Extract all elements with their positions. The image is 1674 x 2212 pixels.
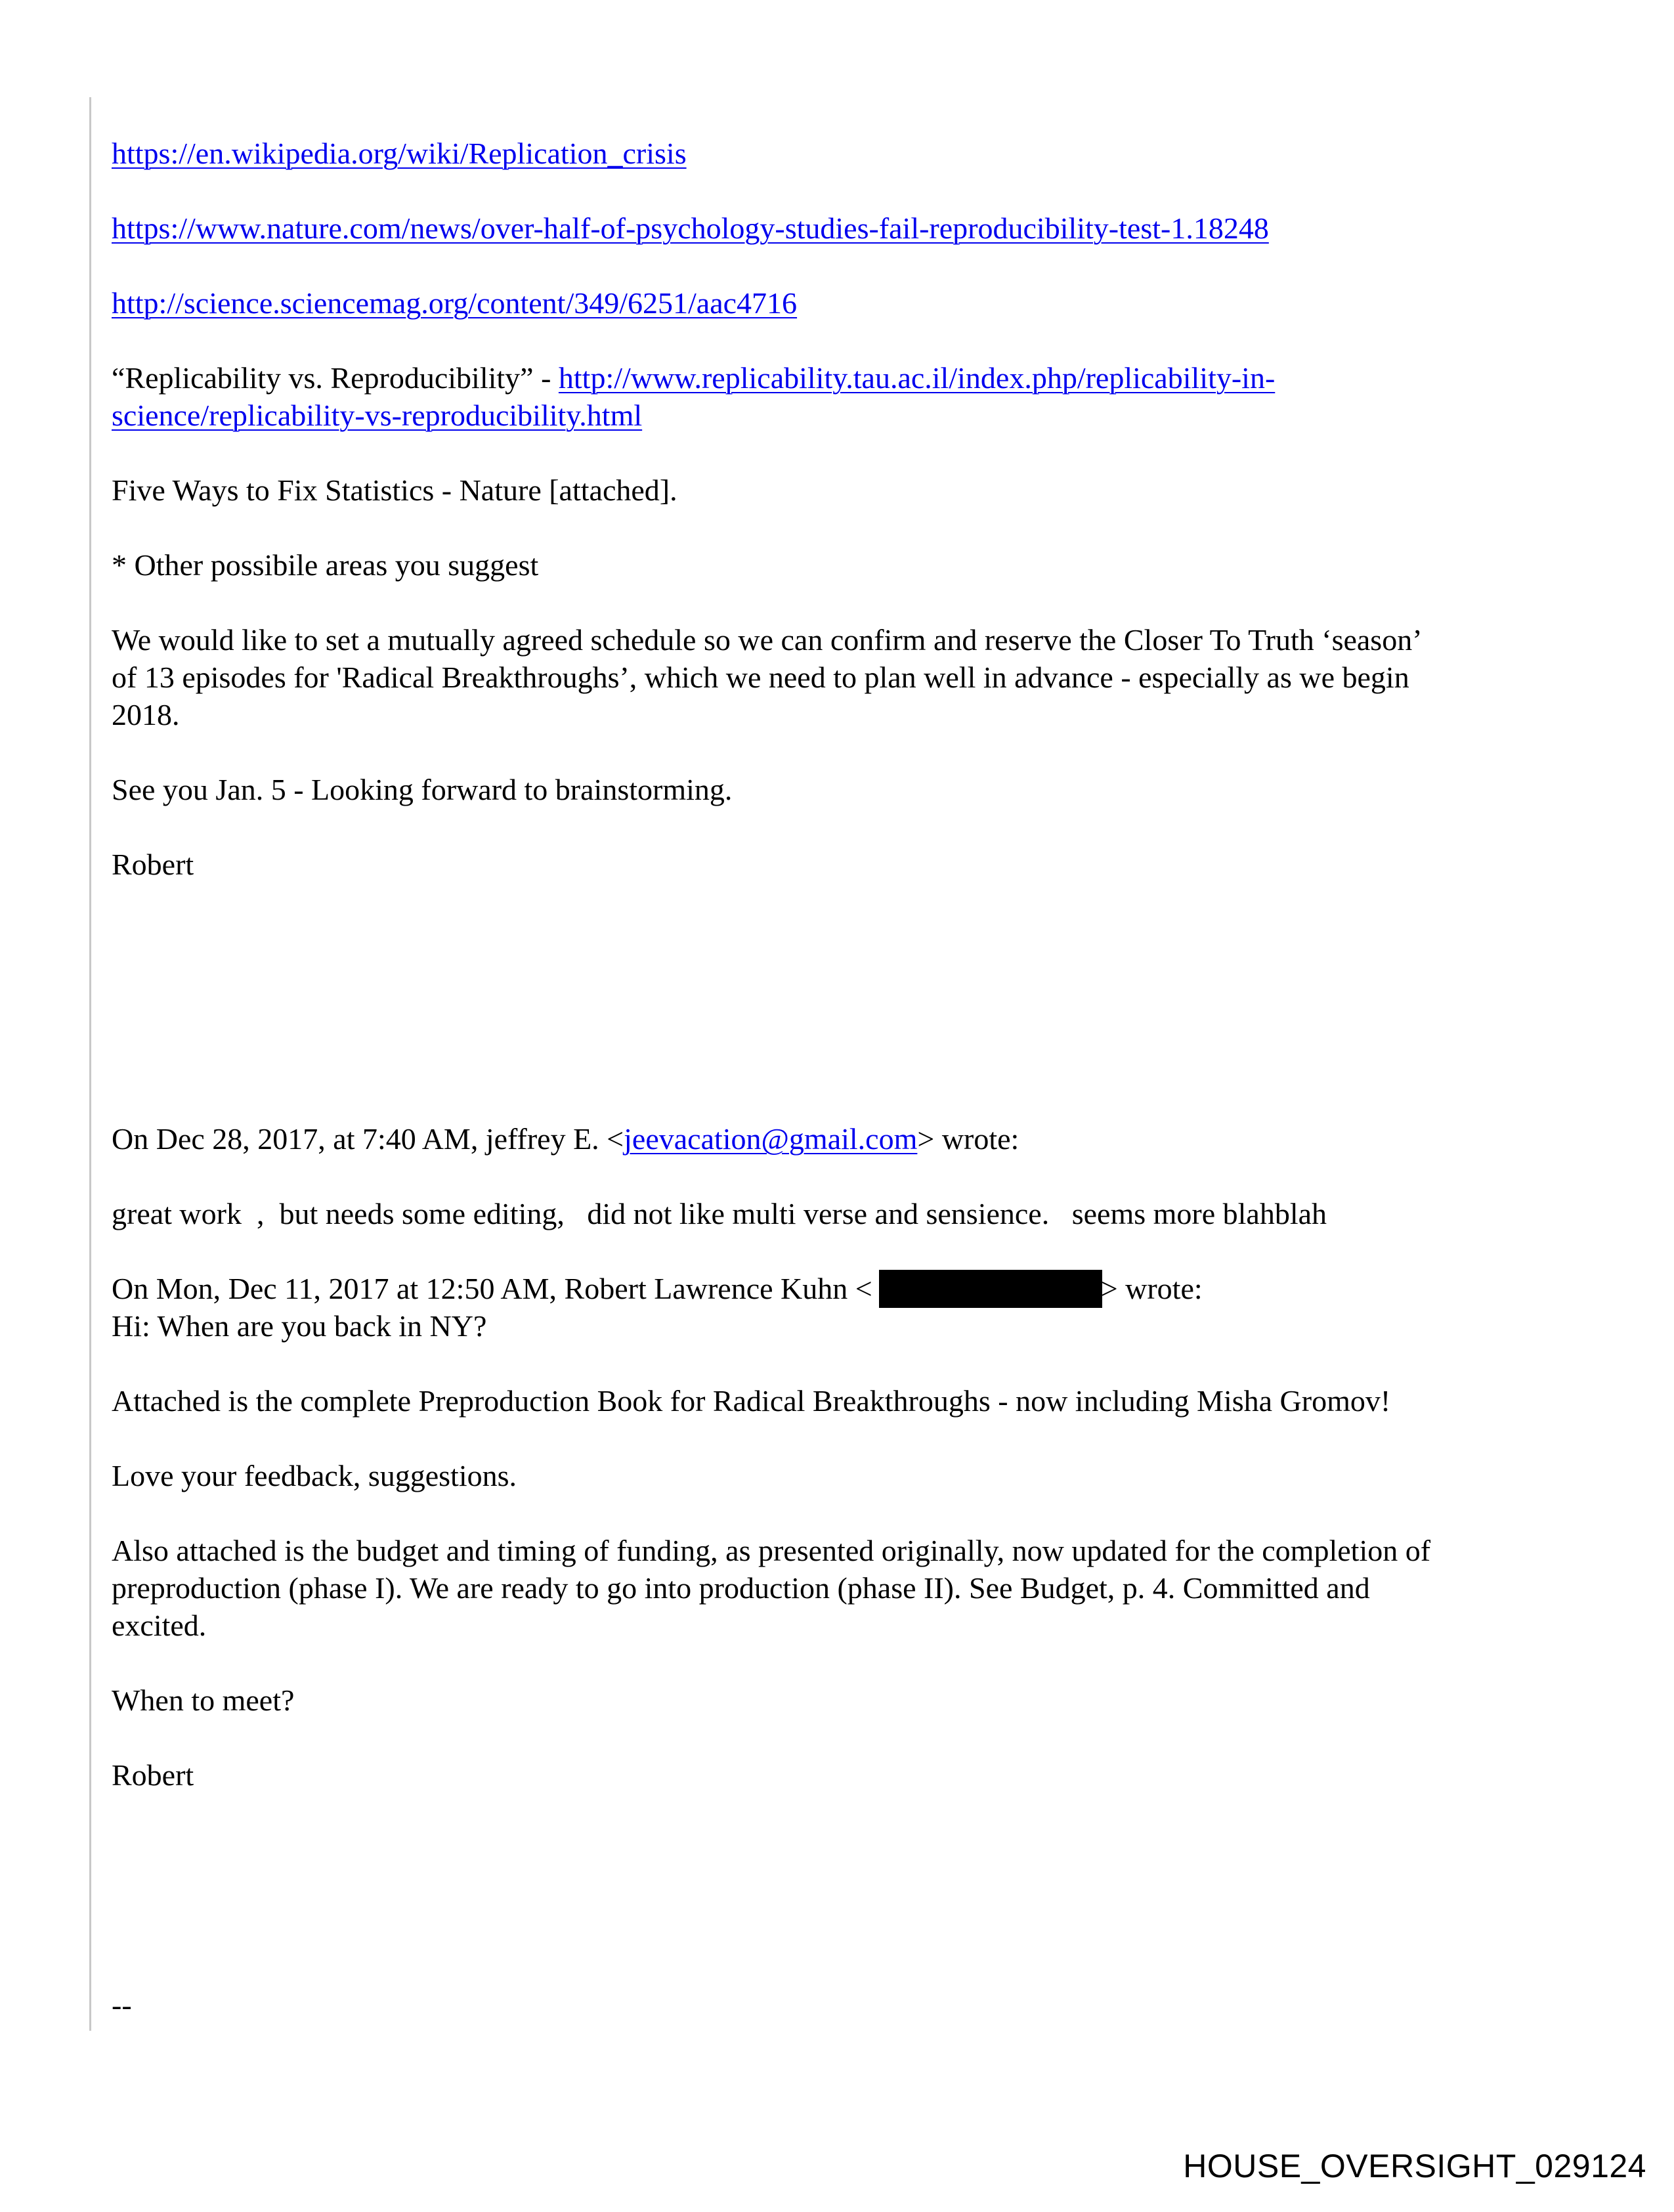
orig-header — [112, 1270, 1203, 1308]
schedule-line-1: We would like to set a mutually agreed schedule so we can confirm and reserve the Closer To Truth ‘season’ — [112, 623, 1423, 657]
orig-header-prefix: On Mon, Dec 11, 2017 at 12:50 AM, Robert Lawrence Kuhn < — [112, 1272, 872, 1305]
reply-header-prefix: On Dec 28, 2017, at 7:40 AM, jeffrey E. < — [112, 1122, 624, 1156]
feedback-text: Love your feedback, suggestions. — [112, 1459, 517, 1492]
quote-bar — [89, 97, 91, 2031]
link-replicability-part1[interactable]: http://www.replicability.tau.ac.il/index.php/replicability-in- — [558, 361, 1276, 395]
orig-header-suffix: > wrote: — [1100, 1272, 1203, 1305]
redaction-block — [879, 1270, 1102, 1308]
orig-greeting: Hi: When are you back in NY? — [112, 1309, 487, 1343]
reply-email-link[interactable]: jeevacation@gmail.com — [624, 1122, 918, 1156]
five-ways-text: Five Ways to Fix Statistics - Nature [attached]. — [112, 473, 677, 507]
link-replicability-part2[interactable]: science/replicability-vs-reproducibility.html — [112, 399, 643, 432]
link-sciencemag[interactable]: http://science.sciencemag.org/content/349/6251/aac4716 — [112, 286, 798, 320]
signature-robert-2: Robert — [112, 1758, 194, 1792]
replicability-line-1 — [112, 359, 1275, 397]
reply-header-suffix: > wrote: — [917, 1122, 1019, 1156]
budget-line-1: Also attached is the budget and timing of funding, as presented originally, now updated for the completion of — [112, 1534, 1431, 1567]
other-areas-text: * Other possibile areas you suggest — [112, 548, 539, 582]
signature-robert-1: Robert — [112, 848, 194, 881]
link-nature-line — [112, 209, 1269, 247]
budget-line-3: excited. — [112, 1609, 207, 1642]
schedule-line-2: of 13 episodes for 'Radical Breakthroughs’, which we need to plan well in advance - especially as we begin — [112, 661, 1409, 694]
replicability-line-2 — [112, 397, 642, 434]
schedule-line-3: 2018. — [112, 698, 180, 731]
budget-line-2: preproduction (phase I). We are ready to go into production (phase II). See Budget, p. 4. Committed and — [112, 1571, 1370, 1605]
reply-header — [112, 1120, 1019, 1158]
link-sciencemag-line — [112, 284, 797, 322]
link-wikipedia-line — [112, 135, 687, 172]
replicability-prefix: “Replicability vs. Reproducibility” - — [112, 361, 559, 395]
when-meet-text: When to meet? — [112, 1683, 295, 1717]
reply-body: great work , but needs some editing, did not like multi verse and sensience. seems more blahblah — [112, 1197, 1327, 1230]
link-nature[interactable]: https://www.nature.com/news/over-half-of-psychology-studies-fail-reproducibility-test-1.18248 — [112, 211, 1269, 245]
link-wikipedia[interactable]: https://en.wikipedia.org/wiki/Replication_crisis — [112, 137, 687, 170]
see-you-text: See you Jan. 5 - Looking forward to brainstorming. — [112, 773, 733, 806]
attached-text: Attached is the complete Preproduction Book for Radical Breakthroughs - now including Misha Gromov! — [112, 1384, 1391, 1418]
bates-number: HOUSE_OVERSIGHT_029124 — [1183, 2148, 1646, 2184]
signature-separator: -- — [112, 1988, 132, 2022]
